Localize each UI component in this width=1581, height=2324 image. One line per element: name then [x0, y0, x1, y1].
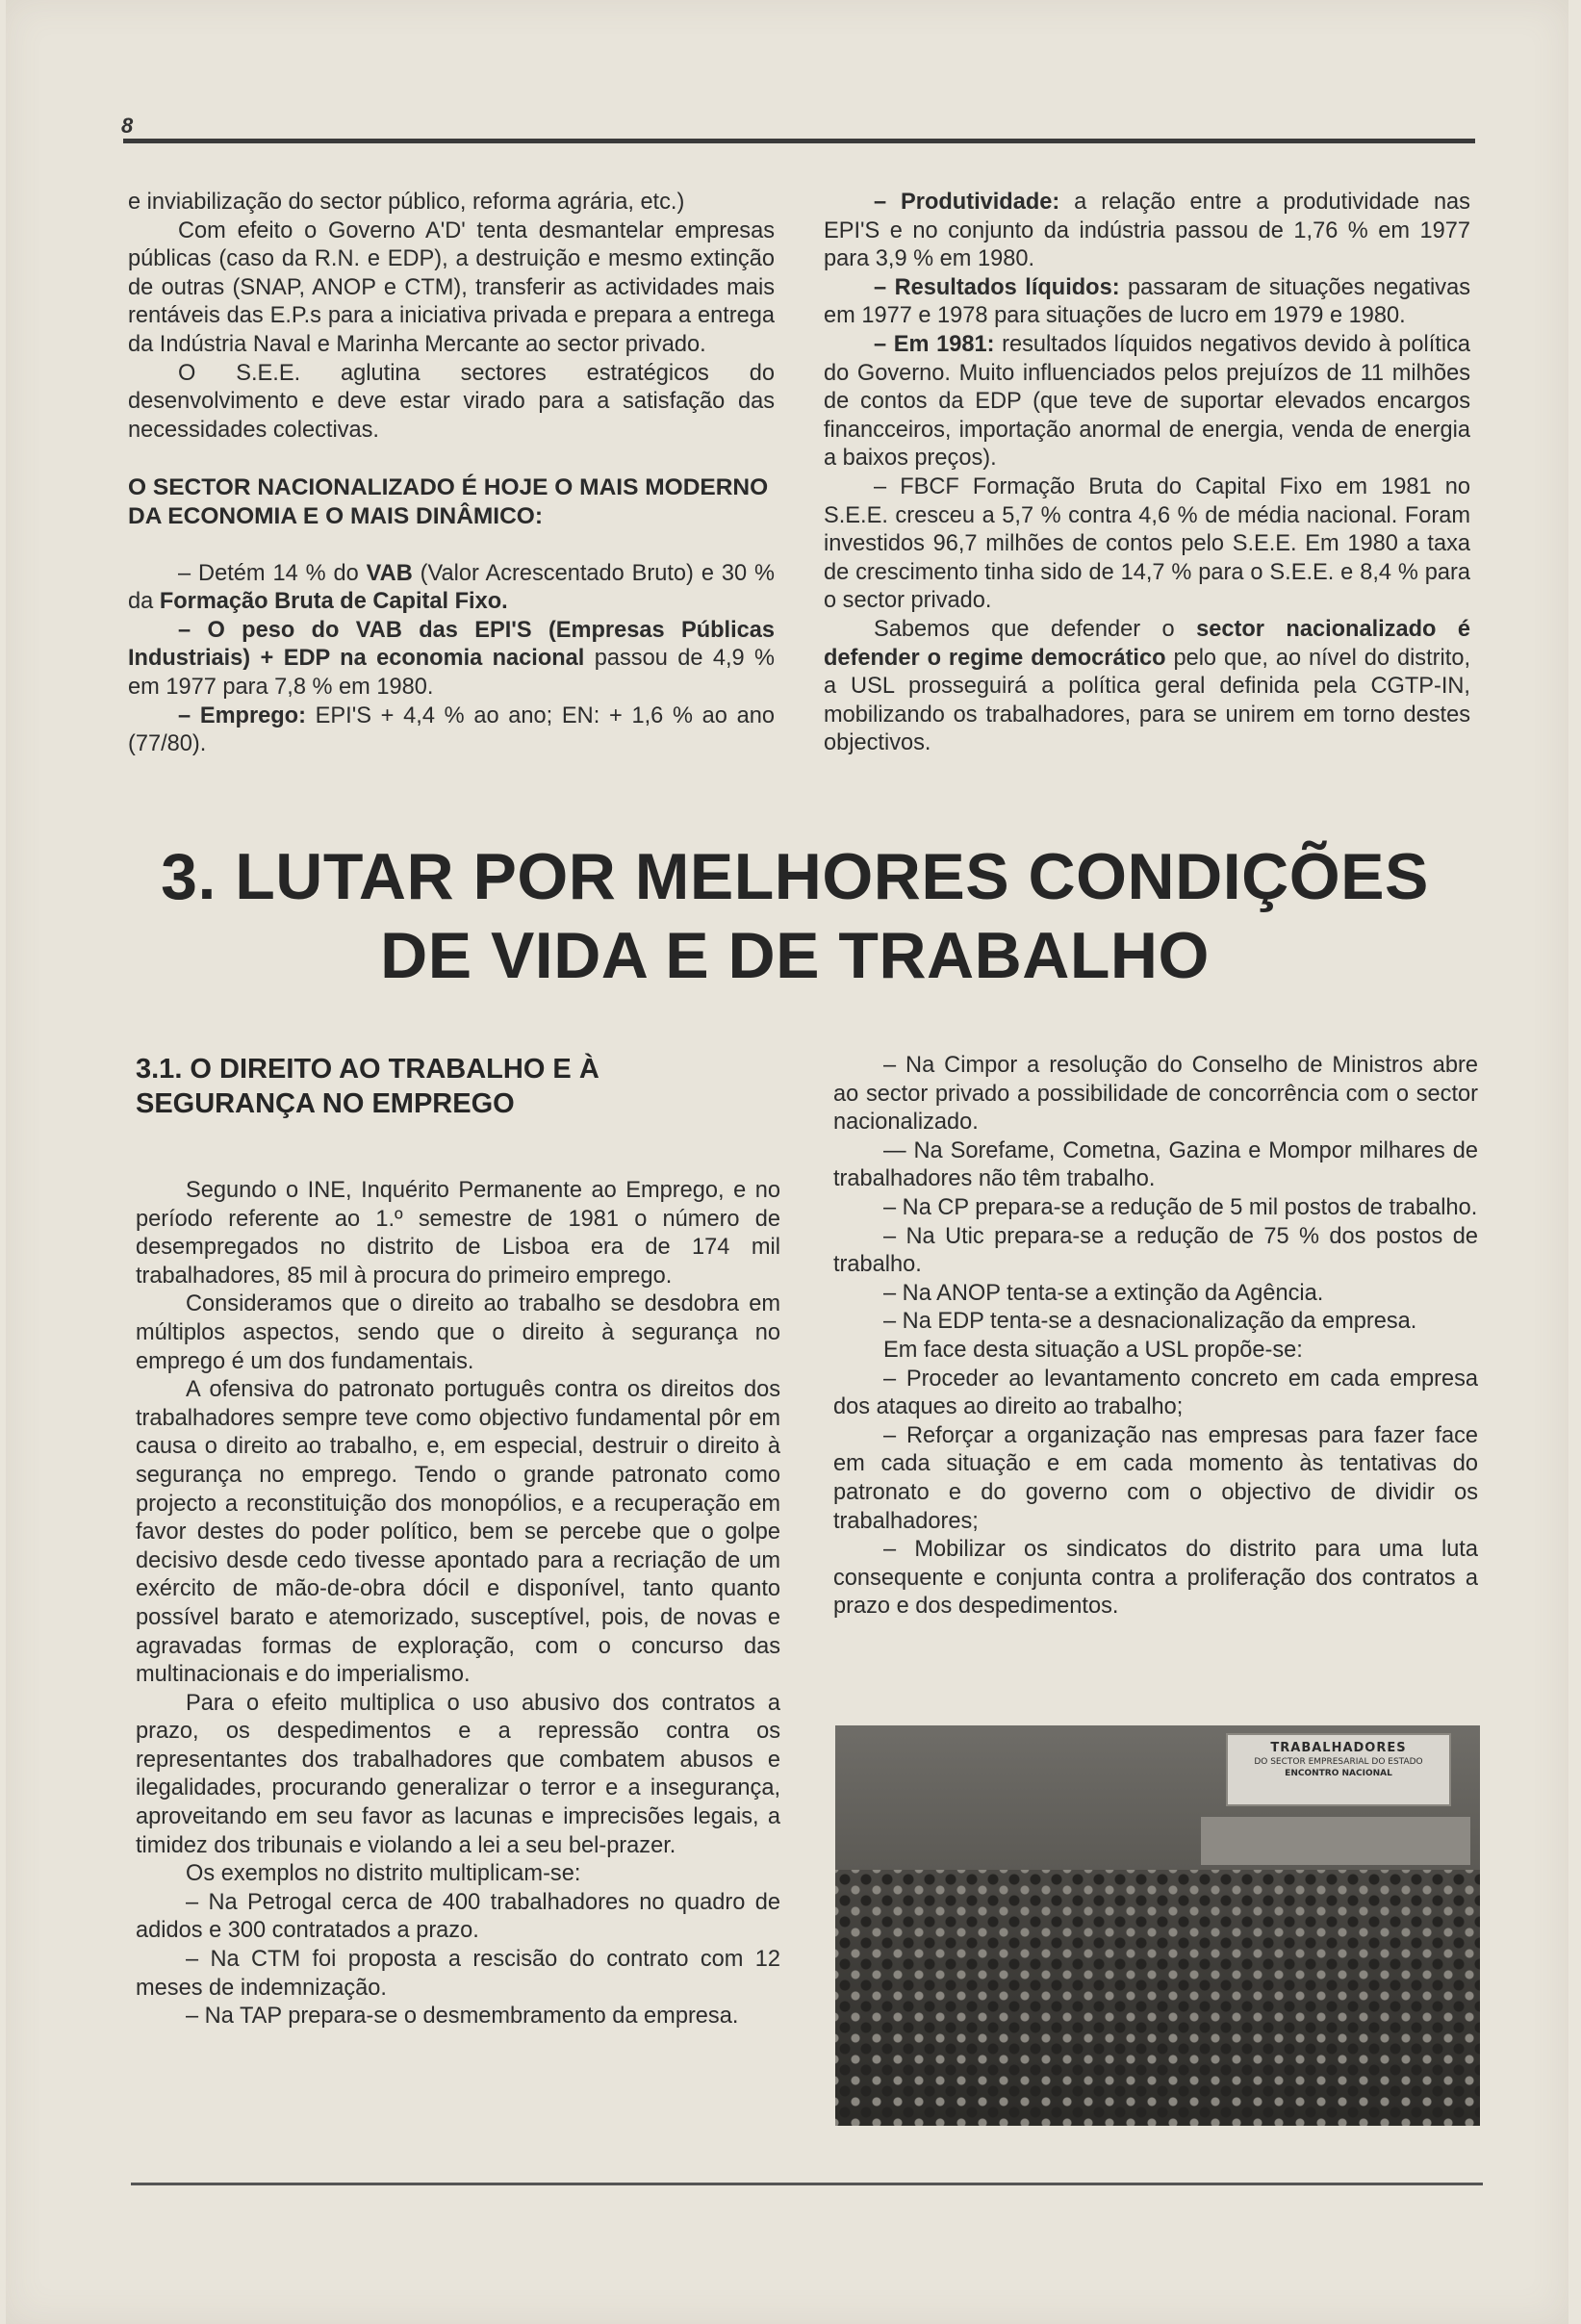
banner-line: ENCONTRO NACIONAL — [1285, 1769, 1392, 1778]
paragraph: O S.E.E. aglutina sectores estratégicos do desenvolvimento e deve estar virado para a satisfação das necessidades colectivas. — [128, 360, 775, 443]
paragraph: Em face desta situação a USL propõe-se: — [883, 1337, 1303, 1363]
photo-banner — [1226, 1733, 1451, 1806]
bullet-fbcf: – FBCF Formação Bruta do Capital Fixo em 1981 no S.E.E. cresceu a 5,7 % contra 4,6 % de média nacional. Foram investidos 96,7 milhões de contos pelo S.E.E. Em 1980 a taxa de crescimento tinha sido de 14,7 % para o S.E.E. e 8,4 % para o sector privado. — [824, 473, 1470, 614]
paragraph: Para o efeito multiplica o uso abusivo dos contratos a prazo, os despedimentos e a repressão contra os representantes dos trabalhadores que combatem abusos e ilegalidades, procurando generalizar o terror e a insegurança, aproveitando em seu favor as lacunas e imprecisões legais, a timidez dos tribunais e violando a lei a seu bel-prazer. — [136, 1690, 780, 1858]
photo-stage-table — [1201, 1817, 1470, 1865]
list-item: – Proceder ao levantamento concreto em cada empresa dos ataques ao direito ao trabalho; — [833, 1366, 1478, 1420]
list-item: – Na CTM foi proposta a rescisão do contrato com 12 meses de indemnização. — [136, 1947, 780, 2001]
bullet-epis-weight: – O peso do VAB das EPI'S (Empresas Públicas Industriais) + EDP na economia nacional passou de 4,9 % em 1977 para 7,8 % em 1980. — [128, 617, 775, 700]
list-item: – Na CP prepara-se a redução de 5 mil postos de trabalho. — [883, 1194, 1478, 1220]
newspaper-page — [6, 0, 1568, 2324]
bottom-left-column — [136, 1052, 780, 2031]
paragraph: Consideramos que o direito ao trabalho se desdobra em múltiplos aspectos, sendo que o direito à segurança no emprego é um dos fundamentais. — [136, 1291, 780, 1374]
photo-conference — [835, 1725, 1480, 2126]
section-heading-line2: DE VIDA E DE TRABALHO — [380, 919, 1210, 992]
banner-line: TRABALHADORES — [1270, 1741, 1407, 1755]
top-left-column — [128, 189, 775, 759]
photo-audience — [835, 1870, 1480, 2126]
paragraph: Segundo o INE, Inquérito Permanente ao Emprego, e no período referente ao 1.º semestre de 1981 o número de desempregados no distrito de Lisboa era de 174 mil trabalhadores, 85 mil à procura do primeiro emprego. — [136, 1178, 780, 1289]
paragraph: Com efeito o Governo A'D' tenta desmantelar empresas públicas (caso da R.N. e EDP), a destruição e mesmo extinção de outras (SNAP, ANOP e CTM), transferir as actividades mais rentáveis das E.P.s para a iniciativa privada e prepara a entrega da Indústria Naval e Marinha Mercante ao sector privado. — [128, 217, 775, 357]
subsection-title: 3.1. O DIREITO AO TRABALHO E À SEGURANÇA NO EMPREGO — [136, 1054, 599, 1119]
banner-line: DO SECTOR EMPRESARIAL DO ESTADO — [1254, 1757, 1423, 1767]
bullet-net-results: – Resultados líquidos: passaram de situações negativas em 1977 e 1978 para situações de lucro em 1979 e 1980. — [824, 274, 1470, 329]
bullet-1981: – Em 1981: resultados líquidos negativos devido à política do Governo. Muito influenciados pelos prejuízos de 11 milhões de contos da EDP (que teve de suportar elevados encargos financceiros, importação anormal de energia, venda de energia a baixos preços). — [824, 331, 1470, 472]
top-right-column — [824, 189, 1470, 758]
list-item: — Na Sorefame, Cometna, Gazina e Mompor milhares de trabalhadores não têm trabalho. — [833, 1137, 1478, 1192]
list-item: – Na Cimpor a resolução do Conselho de Ministros abre ao sector privado a possibilidade de concorrência com o sector nacionalizado. — [833, 1053, 1478, 1136]
list-item: – Na Petrogal cerca de 400 trabalhadores no quadro de adidos e 300 contratados a prazo. — [136, 1889, 780, 1944]
list-item: – Reforçar a organização nas empresas para fazer face em cada situação e em cada momento às tentativas do patronato e do governo com o objectivo de dividir os trabalhadores; — [833, 1422, 1478, 1534]
list-item: – Na Utic prepara-se a redução de 75 % dos postos de trabalho. — [833, 1223, 1478, 1278]
section-heading-line1: 3. LUTAR POR MELHORES CONDIÇÕES — [161, 840, 1429, 913]
paragraph: e inviabilização do sector público, reforma agrária, etc.) — [128, 190, 685, 215]
bullet-vab: – Detém 14 % do VAB (Valor Acrescentado Bruto) e 30 % da Formação Bruta de Capital Fixo. — [128, 560, 775, 615]
bullet-productivity: – Produtividade: a relação entre a produtividade nas EPI'S e no conjunto da indústria passou de 1,76 % em 1977 para 3,9 % em 1980. — [824, 190, 1470, 272]
list-item: – Na ANOP tenta-se a extinção da Agência. — [883, 1280, 1324, 1306]
paragraph: A ofensiva do patronato português contra os direitos dos trabalhadores sempre teve como objectivo fundamental pôr em causa o direito ao trabalho, e, em especial, destruir o direito à segurança no emprego. Tendo o grande patronato como projecto a reconstituição dos monopólios, e a recuperação em favor destes do poder político, bem se percebe que o golpe decisivo desde cedo tivesse apontado para a recriação de um exército de mão-de-obra dócil e disponível, tanto quanto possível barato e atemorizado, susceptível, pois, de novas e agravadas formas de exploração, com o concurso das multinacionais e do imperialismo. — [136, 1377, 780, 1688]
section-subheading: O SECTOR NACIONALIZADO É HOJE O MAIS MODERNO DA ECONOMIA E O MAIS DINÂMICO: — [128, 474, 769, 529]
page-number: 8 — [121, 114, 134, 138]
top-rule — [123, 139, 1475, 143]
list-item: – Na TAP prepara-se o desmembramento da empresa. — [186, 2004, 739, 2030]
bullet-employment: – Emprego: EPI'S + 4,4 % ao ano; EN: + 1,6 % ao ano (77/80). — [128, 702, 775, 757]
paragraph-conclusion: Sabemos que defender o sector nacionalizado é defender o regime democrático pelo que, ao nível do distrito, a USL prosseguirá a política geral definida pela CGTP-IN, mobilizando os trabalhadores, para se unirem em torno destes objectivos. — [824, 616, 1470, 756]
list-item: – Mobilizar os sindicatos do distrito para uma luta consequente e conjunta contra a proliferação dos contratos a prazo e dos despedimentos. — [833, 1537, 1478, 1620]
paragraph: Os exemplos no distrito multiplicam-se: — [186, 1861, 581, 1887]
bottom-rule — [131, 2183, 1483, 2185]
section-heading — [102, 837, 1488, 995]
bottom-right-column — [833, 1052, 1478, 1622]
list-item: – Na EDP tenta-se a desnacionalização da empresa. — [883, 1309, 1417, 1335]
